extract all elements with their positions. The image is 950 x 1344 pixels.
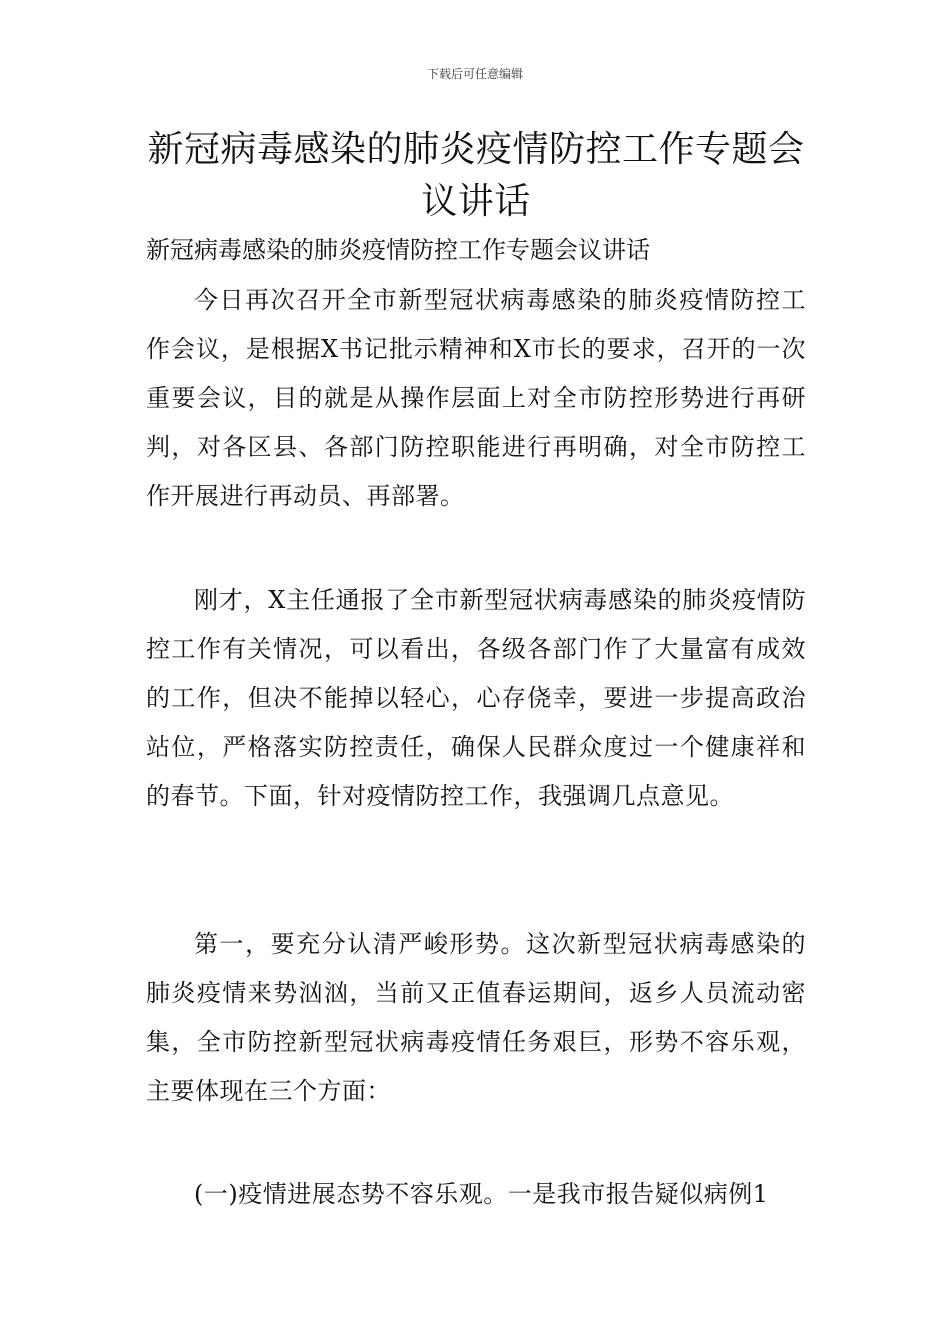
paragraph: 第一，要充分认清严峻形势。这次新型冠状病毒感染的肺炎疫情来势汹汹，当前又正值春运期间，返乡人员流动密集，全市防控新型冠状病毒疫情任务艰巨，形势不容乐观，主要体现在三个方面： xyxy=(146,930,806,1105)
header-note: 下载后可任意编辑 xyxy=(426,67,523,81)
document-subtitle: 新冠病毒感染的肺炎疫情防控工作专题会议讲话 xyxy=(146,236,650,264)
paragraph: (一)疫情进展态势不容乐观。一是我市报告疑似病例1 xyxy=(194,1180,769,1208)
paragraph: 刚才，X主任通报了全市新型冠状病毒感染的肺炎疫情防控工作有关情况，可以看出，各级各部门作了大量富有成效的工作，但决不能掉以轻心，心存侥幸，要进一步提高政治站位，严格落实防控责任，确保人民群众度过一个健康祥和的春节。下面，针对疫情防控工作，我强调几点意见。 xyxy=(146,586,806,810)
paragraph: 今日再次召开全市新型冠状病毒感染的肺炎疫情防控工作会议，是根据X书记批示精神和X市长的要求，召开的一次重要会议，目的就是从操作层面上对全市防控形势进行再研判，对各区县、各部门防控职能进行再明确，对全市防控工作开展进行再动员、再部署。 xyxy=(146,286,806,510)
document-title: 新冠病毒感染的肺炎疫情防控工作专题会议讲话 xyxy=(147,129,805,222)
